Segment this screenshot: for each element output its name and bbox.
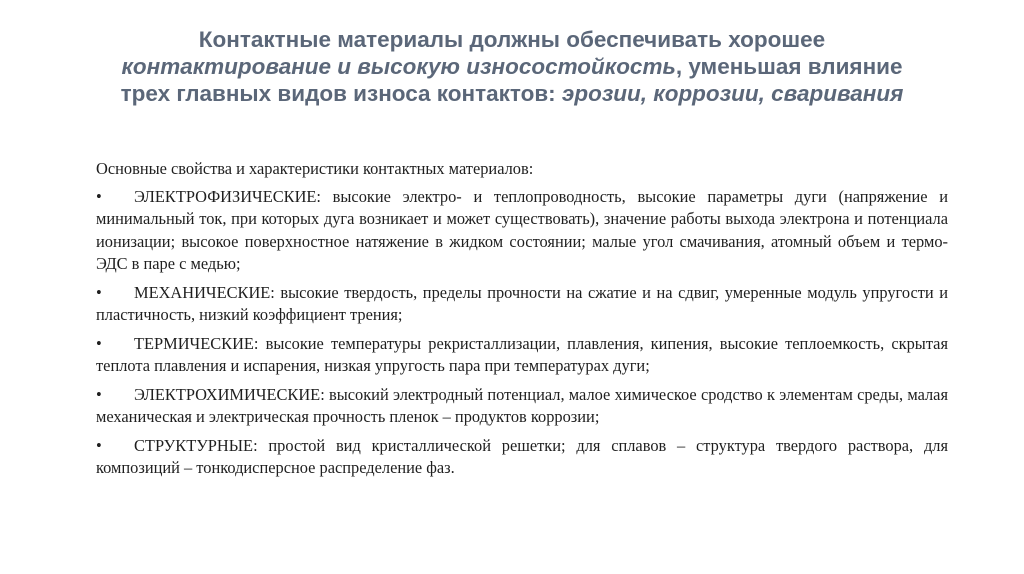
list-item xyxy=(96,435,948,480)
slide-body xyxy=(96,158,948,486)
list-item xyxy=(96,333,948,378)
bullet-icon: • xyxy=(96,282,102,302)
list-item xyxy=(96,282,948,327)
title-part-4-italic: эрозии, коррозии, сваривания xyxy=(561,81,904,106)
list-item-text: СТРУКТУРНЫЕ: простой вид кристаллической решетки; для сплавов – структура твердого раствора, для композиций – тонкодисперсное распределение фаз. xyxy=(96,435,948,477)
list-item xyxy=(96,384,948,429)
title-part-3: , уменьшая влияние трех главных видов износа контактов: xyxy=(120,54,903,106)
title-part-1: Контактные материалы должны обеспечивать хорошее xyxy=(198,27,826,52)
bullet-icon: • xyxy=(96,333,102,353)
list-item-text: ЭЛЕКТРОХИМИЧЕСКИЕ: высокий электродный потенциал, малое химическое сродство к элементам среды, малая механическая и электрическая прочность пленок – продуктов коррозии; xyxy=(96,384,948,426)
intro-text: Основные свойства и характеристики контактных материалов: xyxy=(96,159,534,178)
list-item-text: ЭЛЕКТРОФИЗИЧЕСКИЕ: высокие электро- и теплопроводность, высокие параметры дуги (напряжение и минимальный ток, при которых дуга возникает и может существовать), значение работы выхода электрона и потенциала ионизации; высокое поверхностное натяжение в жидком состоянии; малые угол смачивания, атомный объем и термо-ЭДС в паре с медью; xyxy=(96,186,948,273)
bullet-icon: • xyxy=(96,186,102,206)
list-item-text: ТЕРМИЧЕСКИЕ: высокие температуры рекристаллизации, плавления, кипения, высокие теплоемкость, скрытая теплота плавления и испарения, низкая упругость пара при температурах дуги; xyxy=(96,333,948,375)
bullet-icon: • xyxy=(96,435,102,455)
list-item-text: МЕХАНИЧЕСКИЕ: высокие твердость, пределы прочности на сжатие и на сдвиг, умеренные модуль упругости и пластичность, низкий коэффициент трения; xyxy=(96,282,948,324)
title-part-2-italic: контактирование и высокую износостойкость xyxy=(121,54,676,79)
bullet-icon: • xyxy=(96,384,102,404)
list-item xyxy=(96,186,948,276)
slide-title xyxy=(110,26,914,107)
